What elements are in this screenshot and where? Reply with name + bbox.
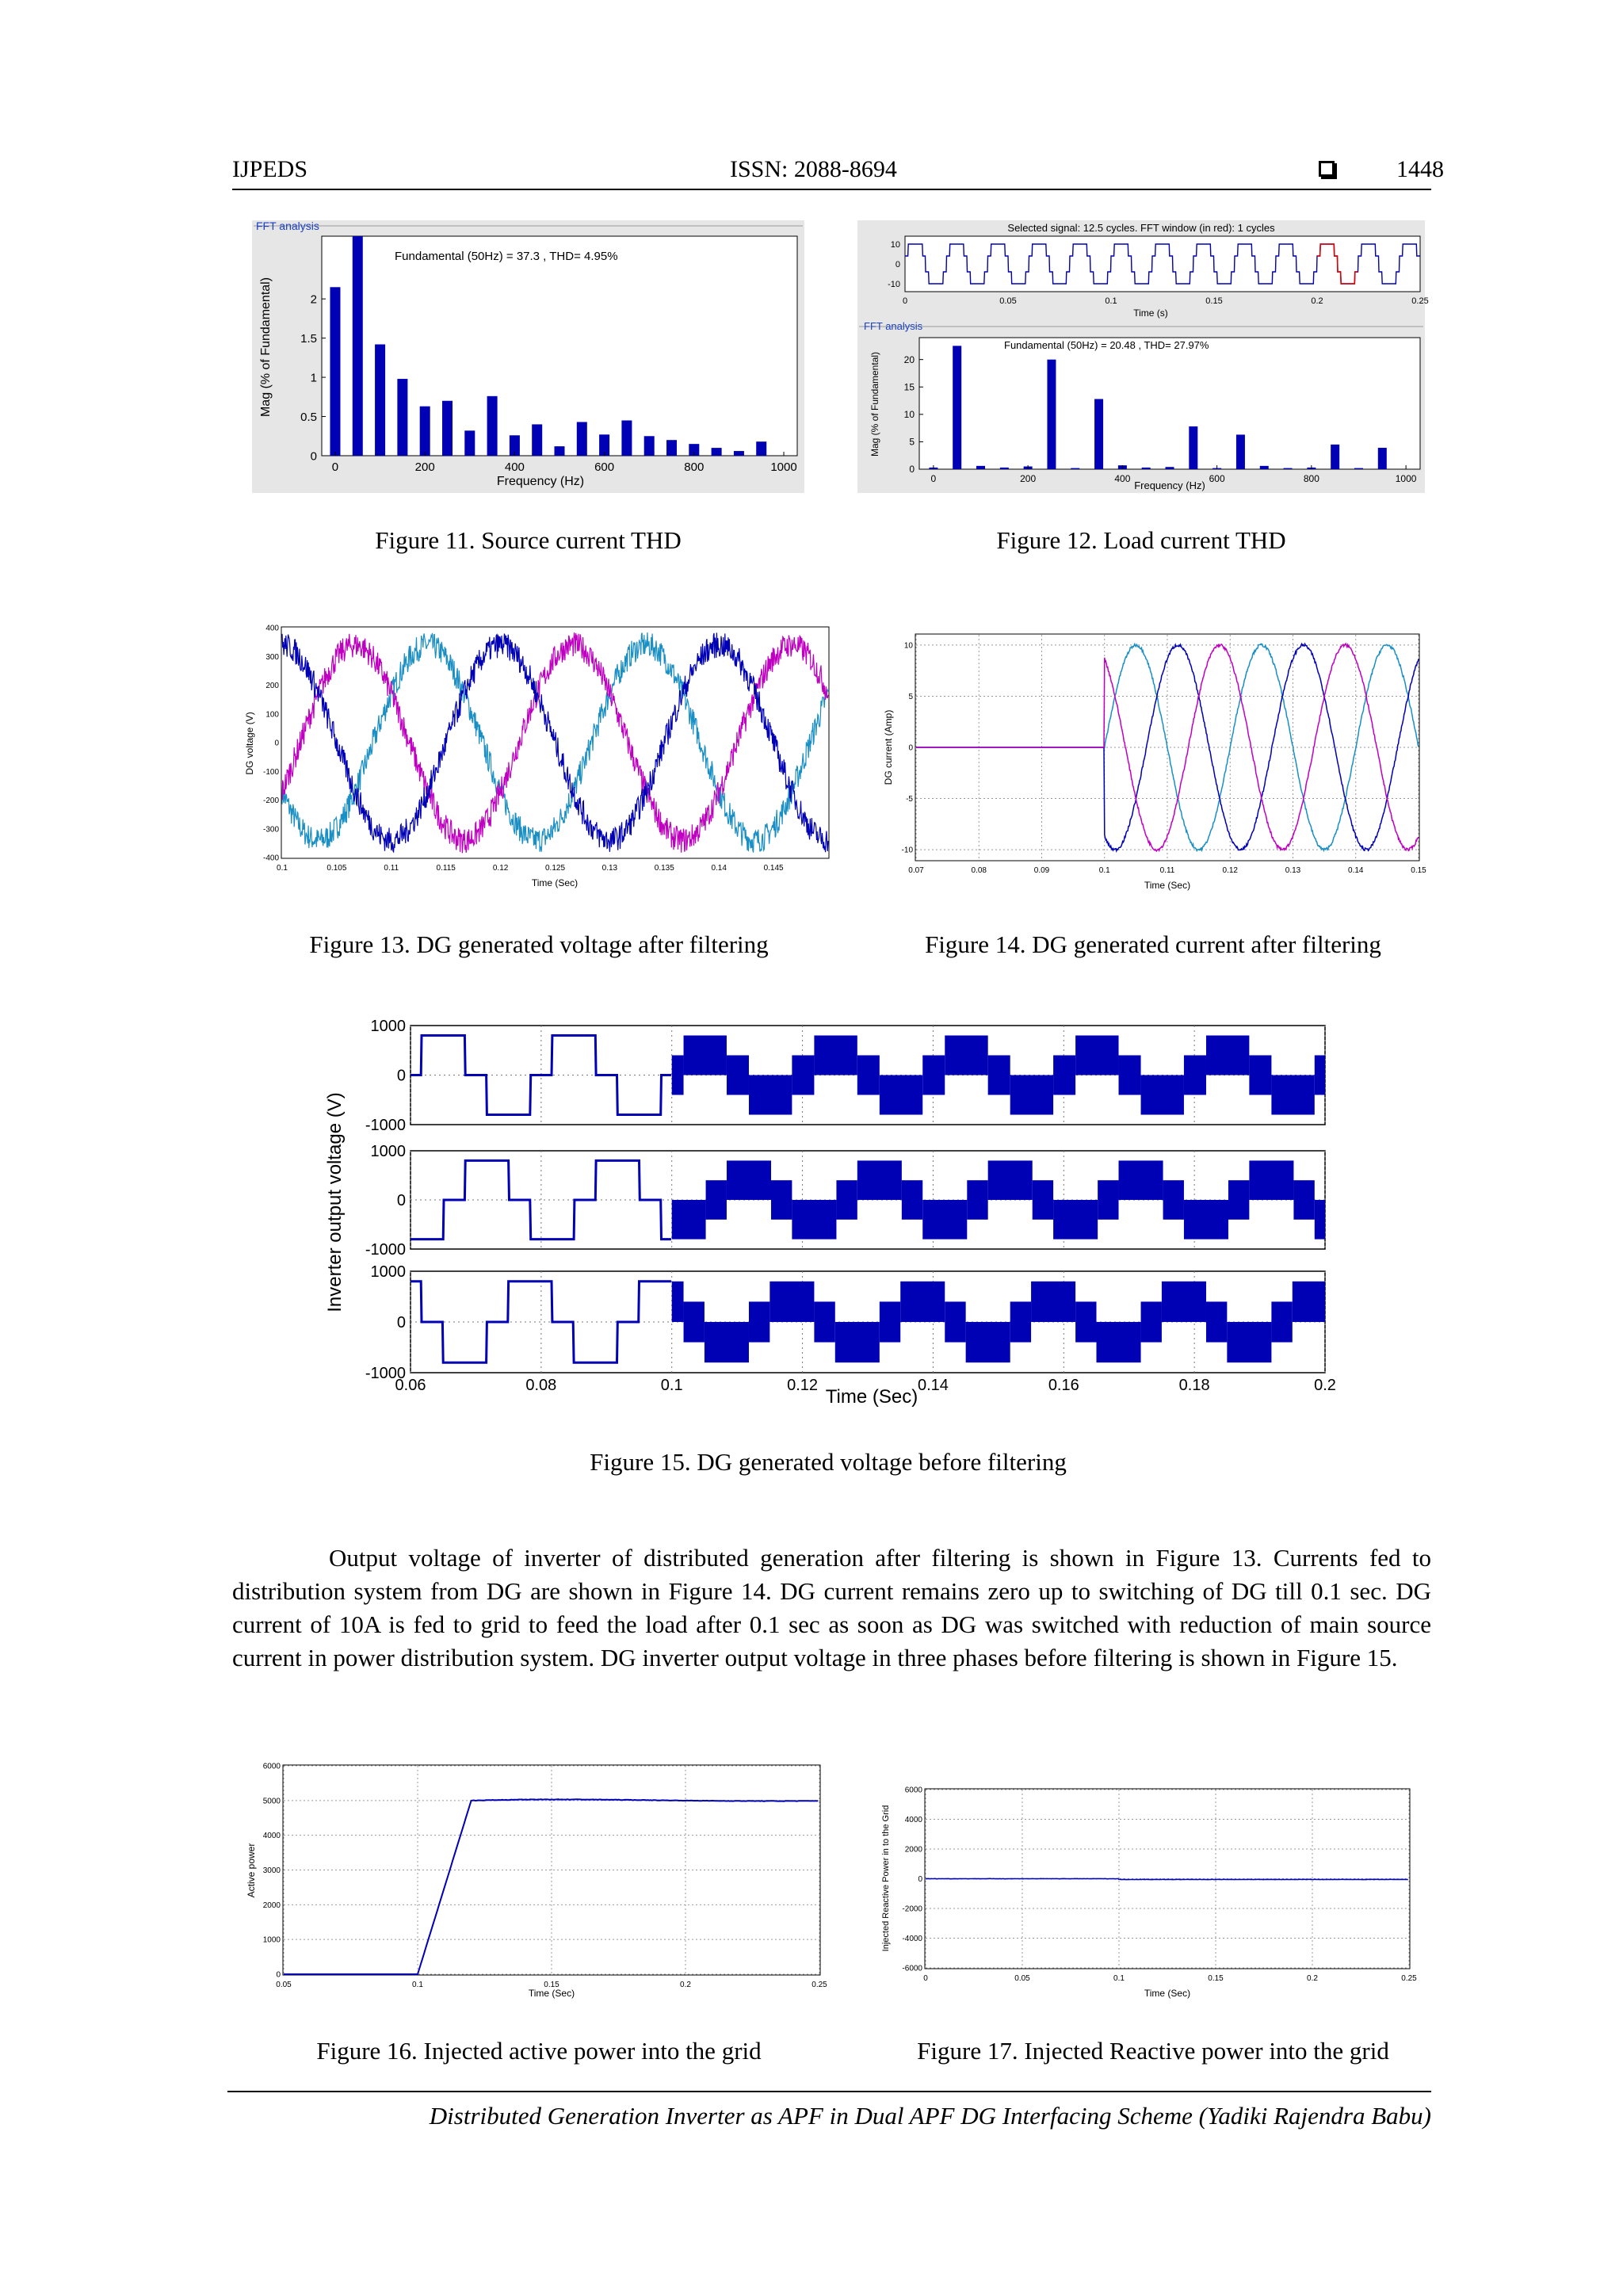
fig15-ytick: -1000 [365,1241,406,1259]
fig15-pwm-block [945,1301,965,1342]
fig11-xtick: 0 [331,460,339,474]
fig11-bar [555,446,565,456]
fig12-bar [1236,434,1245,469]
fig12-signal-ytick: 10 [890,240,900,250]
fig15-ytick: -1000 [365,1365,406,1382]
fig15-pwm-block [1206,1036,1249,1075]
fig11-xlabel: Frequency (Hz) [496,475,585,488]
fig12-signal-xtick: 0.25 [1411,296,1429,306]
body-paragraph [232,1541,1431,1675]
fig15-pwm-block [706,1180,727,1220]
fig13-ytick: 0 [274,739,279,748]
fig12-bar [1378,448,1387,469]
fig13-xtick: 0.13 [601,864,618,873]
fig16-ytick: 0 [276,1970,281,1980]
fig11-xtick: 400 [504,460,525,474]
fig14-ytick: 10 [903,641,913,651]
fig12-ytick: 15 [903,381,915,393]
fig15-pwm-block [1141,1075,1184,1115]
fig17-xtick: 0.2 [1307,1974,1318,1983]
fig11-bar [734,451,744,456]
fig16-xtick: 0.15 [544,1981,559,1989]
fig15-pwm-block [1053,1056,1075,1095]
fig15-pwm-block [1271,1301,1292,1342]
fig12-xtick: 400 [1114,473,1131,484]
fig14-xlabel: Time (Sec) [1144,880,1191,891]
fig15-pwm-block [945,1036,987,1075]
fig14-xtick: 0.09 [1033,866,1050,875]
fig14-xtick: 0.08 [971,866,987,875]
fig14-ytick: 5 [908,692,913,701]
fig15-pwm-block [1033,1180,1053,1220]
fig16-xtick: 0.05 [276,1981,292,1989]
fig15-xtick: 0.16 [1048,1377,1079,1394]
fig17-ytick: -2000 [902,1904,922,1914]
fig12-bar [953,346,961,469]
fig15-pwm-block [814,1036,857,1075]
fig16-ytick: 3000 [262,1866,281,1875]
fig17-xtick: 0.05 [1014,1974,1030,1983]
fig14-xtick: 0.14 [1348,866,1364,875]
figure-12-caption: Figure 12. Load current THD [996,526,1286,554]
fig11-panel-title: FFT analysis [256,220,319,232]
figure-16-caption: Figure 16. Injected active power into the grid [316,2037,762,2065]
figure-11-caption: Figure 11. Source current THD [375,526,682,554]
fig16-xlabel: Time (Sec) [528,1988,575,1999]
fig11-bar [577,422,587,456]
fig15-pwm-block [727,1056,749,1095]
fig11-ytick: 0 [310,449,317,464]
fig15-pwm-block [1315,1200,1325,1240]
fig15-xtick: 0.08 [525,1377,557,1394]
fig12-ytick: 0 [909,464,915,476]
fig17-ytick: 4000 [904,1816,922,1824]
fig15-ytick: 0 [396,1314,406,1331]
fig15-pwm-block [1162,1282,1206,1322]
fig11-xtick: 200 [414,460,435,474]
fig11-bar [487,396,498,456]
footer-rule [227,2091,1431,2092]
fig15-ytick: 1000 [370,1263,406,1281]
footer-text: Distributed Generation Inverter as APF in Dual APF DG Interfacing Scheme (Yadiki Rajendra Babu) [429,2102,1431,2130]
fig15-pwm-block [1010,1301,1031,1342]
journal-name: IJPEDS [232,156,308,182]
fig15-ytick: 0 [396,1192,406,1209]
fig15-xtick: 0.06 [395,1377,426,1394]
fig15-pwm-block [836,1180,857,1220]
fig11-plot-area [322,236,797,456]
fig15-xtick: 0.14 [917,1377,949,1394]
page-number: 1448 [1396,156,1444,182]
fig15-pwm-block [1228,1180,1249,1220]
fig13-xtick: 0.145 [763,864,784,873]
fig17-xtick: 0 [923,1974,928,1983]
fig15-ytick: -1000 [365,1117,406,1134]
fig12-annotation: Fundamental (50Hz) = 20.48 , THD= 27.97% [1004,339,1209,351]
fig16-ylabel: Active power [246,1843,257,1898]
fig15-xtick: 0.2 [1314,1377,1336,1394]
fig13-ytick: 300 [265,652,279,662]
fig12-ylabel: Mag (% of Fundamental) [869,351,880,457]
fig11-ytick: 1 [310,371,317,385]
fig16-xtick: 0.2 [680,1981,691,1989]
figure-11-chart [252,220,804,493]
fig14-xtick: 0.1 [1098,866,1110,875]
fig12-bar [1000,468,1009,469]
fig15-xtick: 0.12 [787,1377,819,1394]
fig11-xtick: 800 [684,460,705,474]
figure-14-caption: Figure 14. DG generated current after filtering [925,930,1381,958]
fig14-ytick: -10 [901,846,913,855]
fig17-ytick: 0 [918,1875,922,1884]
fig14-ytick: -5 [906,795,913,804]
figure-17-caption: Figure 17. Injected Reactive power into the grid [917,2037,1389,2065]
fig17-ytick: 2000 [904,1845,922,1855]
fig15-ytick: 0 [396,1067,406,1085]
fig11-bar [621,420,632,456]
fig15-pwm-block [1119,1160,1163,1200]
fig13-xtick: 0.125 [544,864,566,873]
fig11-ytick: 0.5 [300,410,317,424]
fig15-pwm-block [749,1301,769,1342]
fig15-pwm-block [1098,1180,1118,1220]
fig15-pwm-block [1293,1180,1314,1220]
fig17-ytick: -6000 [902,1964,922,1973]
fig15-xlabel: Time (Sec) [825,1386,918,1408]
fig15-pwm-block [1184,1056,1206,1095]
fig17-xtick: 0.15 [1208,1974,1224,1983]
fig12-bar [1142,468,1151,469]
fig14-ylabel: DG current (Amp) [883,709,894,785]
fig15-pwm-block [835,1322,880,1362]
body-paragraph-text: Output voltage of inverter of distributed generation after filtering is shown in Figure 13. Currents fed to distribution system from DG are shown in Figure 14. DG current remains zero up to switching of DG till 0.1 sec. DG current of 10A is fed to grid to feed the load after 0.1 sec as soon as DG was switched with reduction of main source current in power distribution system. DG inverter output voltage in three phases before filtering is shown in Figure 15. [232,1544,1431,1671]
fig12-signal-xtick: 0.2 [1311,296,1323,306]
fig12-bar [1284,468,1293,469]
fig12-ytick: 20 [903,353,915,365]
fig12-ytick: 10 [903,409,915,421]
fig11-annotation: Fundamental (50Hz) = 37.3 , THD= 4.95% [395,250,618,263]
figure-15-caption: Figure 15. DG generated voltage before filtering [590,1448,1067,1476]
fig15-pwm-block [1053,1200,1098,1240]
fig13-xtick: 0.1 [277,864,288,873]
fig15-pwm-block [857,1160,902,1200]
fig12-bar [1166,467,1174,469]
fig15-ytick: 1000 [370,1018,406,1035]
fig15-pwm-block [727,1160,771,1200]
fig15-xtick: 0.18 [1178,1377,1210,1394]
fig17-ytick: 6000 [904,1786,922,1795]
fig14-xtick: 0.15 [1411,866,1426,875]
fig15-xtick: 0.1 [660,1377,683,1394]
fig15-ylabel: Inverter output voltage (V) [324,1092,346,1312]
fig12-xtick: 800 [1303,473,1319,484]
fig15-pwm-block [880,1075,922,1115]
fig11-ytick: 2 [310,292,317,307]
fig11-bar [420,407,430,456]
fig11-bar [644,436,655,456]
figure-12-chart [857,220,1429,493]
fig11-bar [353,236,363,456]
fig15-pwm-block [1141,1301,1162,1342]
fig13-xtick: 0.105 [327,864,347,873]
fig15-ytick: 1000 [370,1143,406,1160]
fig12-bar [1071,468,1079,469]
fig15-pwm-block [1206,1301,1227,1342]
fig11-ylabel: Mag (% of Fundamental) [259,277,273,418]
fig12-bar [1331,445,1339,469]
fig15-pwm-block [792,1200,836,1240]
fig15-pwm-block [1271,1075,1314,1115]
fig15-pwm-block [792,1056,814,1095]
fig15-pwm-block [880,1301,900,1342]
fig16-ytick: 5000 [262,1797,281,1806]
fig12-bar [1047,360,1056,469]
fig12-xtick: 1000 [1395,473,1417,484]
fig16-ytick: 4000 [262,1832,281,1841]
fig12-panel-title: FFT analysis [864,320,923,332]
fig12-bar [1354,468,1363,469]
fig17-xtick: 0.25 [1401,1974,1417,1983]
fig15-pwm-block [1227,1322,1271,1362]
fig16-xtick: 0.1 [412,1981,423,1989]
fig15-pwm-block [749,1075,792,1115]
fig13-xlabel: Time (Sec) [531,877,579,888]
fig11-ytick: 1.5 [300,331,317,346]
fig15-pwm-block [1119,1056,1141,1095]
fig12-signal-xlabel: Time (s) [1133,308,1168,319]
fig12-bar [976,466,985,469]
fig16-ytick: 6000 [262,1762,281,1771]
fig15-pwm-block [988,1160,1033,1200]
fig12-signal-ytick: -10 [888,280,900,289]
fig12-signal-ytick: 0 [895,260,900,269]
figure-15-chart [317,1016,1339,1412]
fig12-signal-xtick: 0 [902,296,908,306]
fig13-ytick: 100 [265,710,279,720]
fig11-bar [712,448,722,456]
header-rule [232,189,1431,190]
fig15-pwm-block [967,1180,987,1220]
fig13-xtick: 0.11 [384,864,399,873]
fig12-xlabel: Frequency (Hz) [1134,479,1205,491]
fig11-bar [666,440,677,456]
fig12-bar [1189,426,1197,469]
fig15-pwm-block [684,1036,727,1075]
fig15-pwm-block [684,1301,705,1342]
fig12-ytick: 5 [909,436,915,448]
fig16-ytick: 2000 [262,1901,281,1910]
fig15-pwm-block [922,1200,967,1240]
figure-13-caption: Figure 13. DG generated voltage after filtering [309,930,769,958]
fig12-bar [1260,466,1269,469]
fig15-pwm-block [1249,1160,1293,1200]
fig15-pwm-block [672,1282,684,1322]
fig15-pwm-block [1163,1180,1184,1220]
fig15-pwm-block [1249,1056,1271,1095]
fig12-signal-xtick: 0.1 [1105,296,1117,306]
fig15-pwm-block [1031,1282,1075,1322]
fig17-ytick: -4000 [902,1935,922,1943]
fig14-xtick: 0.13 [1285,866,1301,875]
fig12-signal-xtick: 0.05 [999,296,1017,306]
fig13-xtick: 0.12 [492,864,509,873]
fig11-bar [330,287,340,456]
fig11-bar [442,401,453,456]
fig11-bar [375,345,385,456]
fig12-bar [1094,399,1103,469]
figure-17-chart [876,1771,1430,1997]
fig15-pwm-block [988,1056,1010,1095]
fig15-pwm-block [1315,1056,1325,1095]
fig15-pwm-block [966,1322,1010,1362]
fig13-xtick: 0.135 [654,864,674,873]
fig11-bar [397,379,407,456]
fig12-signal-title: Selected signal: 12.5 cycles. FFT window (in red): 1 cycles [1007,222,1275,234]
fig12-plot-area [919,338,1420,469]
fig15-pwm-block [814,1301,834,1342]
fig17-xlabel: Time (Sec) [1144,1988,1191,1999]
fig11-bar [464,430,475,456]
fig13-ytick: -300 [262,825,279,835]
figure-16-chart [242,1755,836,1997]
fig15-pwm-block [672,1200,706,1240]
fig13-ytick: 400 [265,624,279,633]
fig11-bar [532,424,542,456]
fig11-xtick: 1000 [770,460,797,474]
fig15-pwm-block [1010,1075,1053,1115]
fig13-ylabel: DG voltage (V) [244,712,255,775]
fig15-pwm-block [900,1282,945,1322]
fig14-xtick: 0.12 [1222,866,1238,875]
fig15-pwm-block [857,1056,880,1095]
fig13-ytick: -400 [262,854,279,863]
fig12-signal-xtick: 0.15 [1205,296,1223,306]
figure-14-chart [876,632,1430,898]
fig15-pwm-block [922,1056,945,1095]
fig16-ytick: 1000 [262,1935,281,1945]
fig15-pwm-block [1075,1301,1096,1342]
issn: ISSN: 2088-8694 [730,156,897,182]
fig12-xtick: 0 [930,473,937,484]
fig13-ytick: -100 [262,767,279,777]
fig13-ytick: -200 [262,797,279,805]
fig15-pwm-block [1184,1200,1228,1240]
fig13-xtick: 0.115 [436,864,456,873]
fig17-ylabel: Injected Reactive Power in to the Grid [881,1805,891,1952]
fig14-ytick: 0 [908,743,913,753]
fig15-pwm-block [1075,1036,1118,1075]
fig15-pwm-block [771,1180,792,1220]
fig15-pwm-block [902,1180,922,1220]
fig17-xtick: 0.1 [1113,1974,1125,1983]
figure-13-chart [242,617,836,898]
fig16-xtick: 0.25 [812,1981,827,1989]
fig11-bar [756,441,766,456]
fig15-pwm-block [1293,1282,1325,1322]
fig15-pwm-block [672,1056,684,1095]
fig11-xtick: 600 [594,460,615,474]
fig12-xtick: 200 [1020,473,1037,484]
fig15-pwm-block [769,1282,814,1322]
fig15-pwm-block [1097,1322,1141,1362]
fig13-ytick: 200 [265,682,279,690]
square-bullet-icon [1319,161,1335,181]
fig12-xtick: 600 [1209,473,1225,484]
fig14-xtick: 0.07 [908,866,924,875]
fig14-xtick: 0.11 [1159,866,1175,875]
fig15-pwm-block [705,1322,749,1362]
fig13-xtick: 0.14 [711,864,727,873]
